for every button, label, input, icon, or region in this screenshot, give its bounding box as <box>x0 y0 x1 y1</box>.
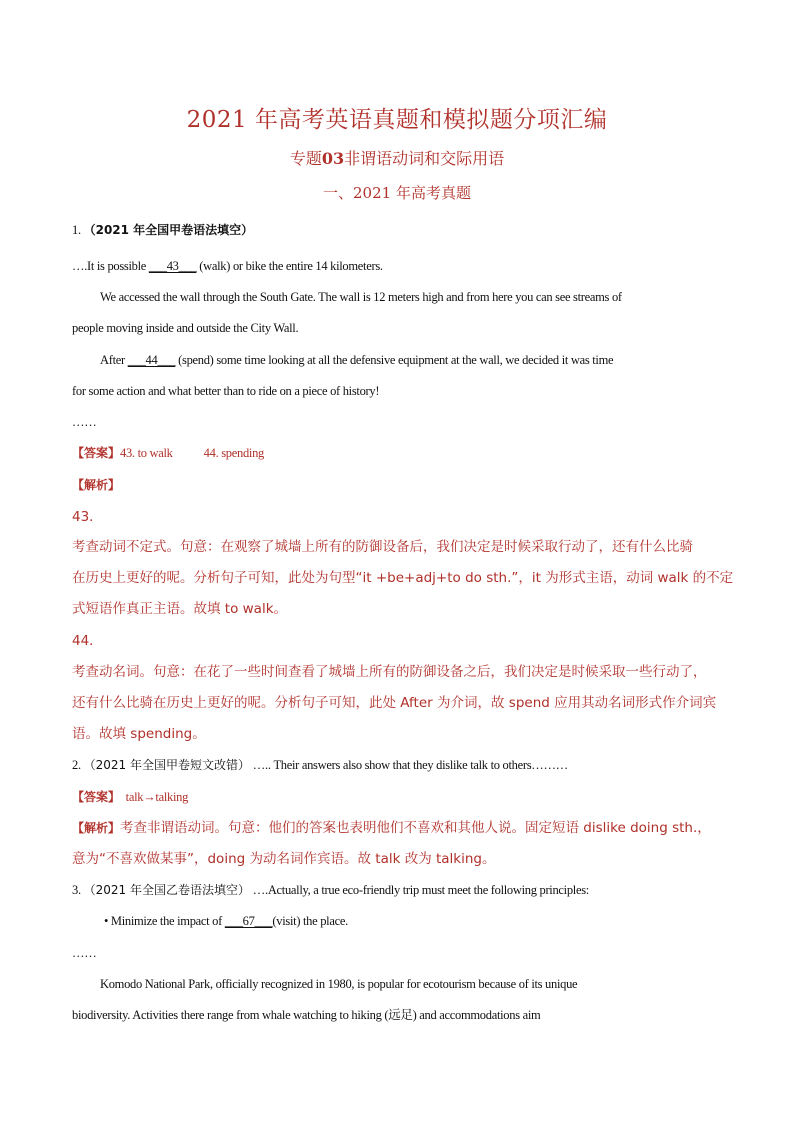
q3-passage-line-2: biodiversity. Activities there range from whale watching to hiking (远足) and accommodations aim <box>72 1008 541 1022</box>
q1-ellipsis: …… <box>72 415 97 429</box>
subtitle-number: 03 <box>321 149 345 168</box>
q1-source: （2021 年全国甲卷语法填空） <box>83 223 254 237</box>
q1-passage-line-2: We accessed the wall through the South Gate. The wall is 12 meters high and from here you can see streams of <box>100 290 622 304</box>
analysis-text: 考查非谓语动词。句意：他们的答案也表明他们不喜欢和其他人说。固定短语 dislike doing sth.， <box>120 820 711 836</box>
q1-answer <box>72 443 264 463</box>
q3-ellipsis: …… <box>72 946 97 960</box>
q3-heading <box>72 880 589 900</box>
analysis-44-line-2: 还有什么比骑在历史上更好的呢。分析句子可知，此处 After 为介词，故 spend 应用其动名词形式作介词宾 <box>72 695 717 711</box>
q3-source: （2021 年全国乙卷语法填空） <box>83 883 250 897</box>
analysis-44-number: 44． <box>72 633 103 649</box>
analysis-43-line-2: 在历史上更好的呢。分析句子可知，此处为句型“it +be+adj+to do sth.”，it 为形式主语，动词 walk 的不定 <box>72 570 734 586</box>
analysis-44-line-1: 考查动名词。句意：在花了一些时间查看了城墙上所有的防御设备之后，我们决定是时候采取一些行动了， <box>72 664 707 680</box>
q2-analysis-line-2: 意为“不喜欢做某事”，doing 为动名词作宾语。故 talk 改为 talking。 <box>72 851 496 867</box>
q1-text-after: After <box>100 353 128 367</box>
q3-bullet <box>104 911 348 931</box>
answer-tag: 【答案】 <box>72 446 121 460</box>
q3-text: ….Actually, a true eco-friendly trip must meet the following principles: <box>249 883 589 897</box>
q1-number: 1. <box>72 223 81 237</box>
analysis-43-line-3: 式短语作真正主语。故填 to walk。 <box>72 601 288 617</box>
q3-bullet-text: • Minimize the impact of <box>104 914 225 928</box>
analysis-tag: 【解析】 <box>72 478 121 492</box>
answer-text: 43. to walk 44. spending <box>120 446 264 460</box>
q1-passage-line-4 <box>100 350 613 370</box>
q2-source: （2021 年全国甲卷短文改错） <box>83 758 250 772</box>
subtitle-topic: 非谓语动词和交际用语 <box>344 149 505 168</box>
q3-passage-line-1: Komodo National Park, officially recognized in 1980, is popular for ecotourism because of its unique <box>100 977 578 991</box>
q1-passage-line-5: for some action and what better than to ride on a piece of history! <box>72 384 380 398</box>
q2-answer <box>72 787 188 807</box>
q1-passage-line-1 <box>72 256 383 276</box>
analysis-tag: 【解析】 <box>72 821 121 835</box>
q1-text-cont: (walk) or bike the entire 14 kilometers. <box>196 259 383 273</box>
answer-tag: 【答案】 <box>72 790 121 804</box>
q1-text: ….It is possible <box>72 259 149 273</box>
q1-passage-line-3: people moving inside and outside the City Wall. <box>72 321 299 335</box>
q2-heading <box>72 755 568 775</box>
q1-text-spend: (spend) some time looking at all the defensive equipment at the wall, we decided it was time <box>175 353 614 367</box>
subtitle-prefix: 专题 <box>289 149 322 168</box>
q2-number: 2. <box>72 758 81 772</box>
q3-bullet-text-cont: (visit) the place. <box>272 914 348 928</box>
document-title: 2021 年高考英语真题和模拟题分项汇编 <box>186 107 608 133</box>
q1-blank-43: ___43___ <box>148 259 197 273</box>
q3-blank-67: ___67___ <box>224 914 273 928</box>
analysis-44-line-3: 语。故填 spending。 <box>72 726 206 742</box>
analysis-43-number: 43． <box>72 509 103 525</box>
q2-text: ….. Their answers also show that they dislike talk to others……… <box>249 758 568 772</box>
q3-number: 3. <box>72 883 81 897</box>
q2-analysis-line-1 <box>72 818 711 838</box>
q1-heading <box>72 220 253 240</box>
section-heading: 一、2021 年高考真题 <box>323 184 471 202</box>
analysis-43-line-1: 考查动词不定式。句意：在观察了城墙上所有的防御设备后，我们决定是时候采取行动了，还有什么比骑 <box>72 539 693 555</box>
q1-blank-44: ___44___ <box>127 353 176 367</box>
answer-text: talk→talking <box>120 790 189 804</box>
document-subtitle <box>0 146 794 169</box>
